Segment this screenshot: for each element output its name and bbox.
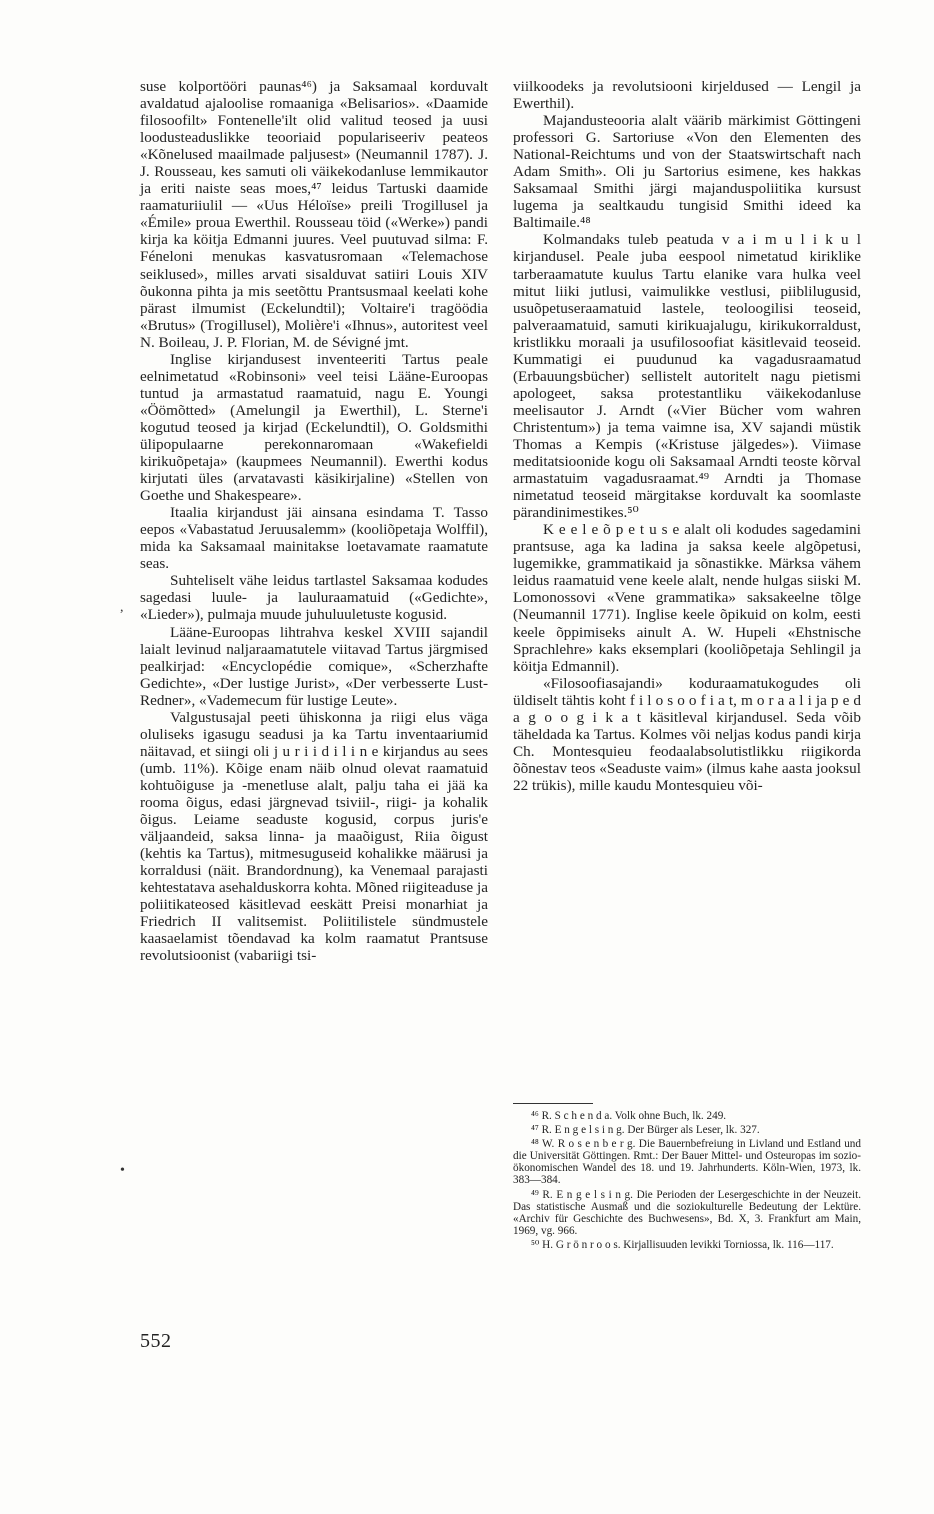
left-column: [140, 78, 488, 964]
paragraph: Inglise kirjandusest inventeeriti Tartus peale eelnimetatud «Robinsoni» veel teisi Lääne-Euroopas tuntud ja armastatud raamatuid, nagu E. Youngi «Öömõtted» (Amelungil ja Ewerthil), L. Sterne'i kogutud teosed ja kirjad (Eckelundtil), O. Goldsmithi ülipopulaarne perekonnaromaan «Wakefieldi kirikuõpetaja» (kaupmees Neumannil). Ewerthi kodus kirjutati üles (arvatavasti käsikirjaline) «Stellen von Goethe und Shakespeare».: [140, 350, 488, 505]
page-number: 552: [140, 1330, 172, 1352]
margin-mark: ,: [120, 600, 124, 615]
margin-mark: •: [120, 1163, 125, 1178]
paragraph: K e e l e õ p e t u s e alalt oli kodudes sagedamini prantsuse, aga ka ladina ja saksa keele algõpetusi, lugemikke, grammatikaid ja sõnastikke. Märksa vähem leidus raamatuid vene keele alalt, nende hulgas siiski M. Lomonossovi «Vene grammatika» saksakeelne tõlge (Neumannil 1771). Inglise keele õpikuid on kolm, eesti keele õppimiseks ainult A. W. Hupeli «Ehstnische Sprachlehre» kaks eksemplari (kooliõpetaja Sehlingil ja köitja Edmannil).: [513, 521, 861, 675]
footnote: ⁴⁶ R. S c h e n d a. Volk ohne Buch, lk. 249.: [531, 1110, 727, 1122]
paragraph: viilkoodeks ja revolutsiooni kirjeldused — Lengil ja Ewerthil).: [513, 78, 861, 113]
paragraph: Lääne-Euroopas lihtrahva keskel XVIII sajandil laialt levinud naljaraamatutele viitavad Tartus järgmised pealkirjad: «Encyclopédie comique», «Scherzhafte Gedichte», «Der lustige Jurist», «Der verbesserte Lust-Redner», «Vademecum für lustige Leute».: [140, 623, 488, 709]
paragraph: suse kolportööri paunas⁴⁶) ja Saksamaal korduvalt avaldatud ajaloolise romaaniga «Belisarios». «Daamide filosoofilt» Fontenelle'ilt olid valitud teosed ja uusi loodusteaduslikke teooriaid populariseeriv peateos «Kõnelused maailmade paljusest» (Neumannil 1787). J. J. Rousseau, kes samuti oli väikekodanluse lemmikautor ja eriti naiste seas moes,⁴⁷ leidus Tartuski daamide raamaturiiulil — «Uus Héloïse» preili Trogillusel ja «Émile» proua Ewerthil. Rousseau töid («Werke») pandi kirja ka köitja Edmanni juures. Veel puutuvad silma: F. Fénelοni menukas kasvatusromaan «Telemachose seiklused», milles arvati sisalduvat satiiri Louis XIV õukonna pihta ja mis seetõttu Prantsusmaal keelati kohe pärast ilmumist (Eckelundtil); Voltaire'i tragöödia «Brutus» (Trogillusel), Molière'i «Ihnus», autoritest veel N. Boileau, J. P. Florian, M. de Sévigné jmt.: [140, 78, 488, 351]
paragraph: Suhteliselt vähe leidus tartlastel Saksamaa kodudes sagedasi luule- ja lauluraamatuid («Gedichte», «Lieder»), pulmaja muude juhuluuletuste kogusid.: [140, 572, 488, 624]
paragraph: «Filosoofiasajandi» koduraamatukogudes oli üldiselt tähtis koht f i l o s o o f i a t, m o r a a l i ja p e d a g o o g i k a t käsitleval kirjandusel. Seda võib täheldada ka Tartus. Kolmes või neljas kodus pandi kirja Ch. Montesquieu feodaalabsolutistlikku riigikorda õõnestav teos «Seaduste vaim» (ilmus kahe aasta jooksul 22 trükis), mille kaudu Montesquieu või-: [513, 674, 861, 794]
footnote: ⁴⁸ W. R o s e n b e r g. Die Bauernbefreiung in Livland und Estland und die Universität Göttingen. Rmt.: Der Bauer Mittel- und Osteuropas im sozio-ökonomischen Wandel des 18. und 19. Jahrhunderts. Köln-Wien, 1973, lk. 383—384.: [513, 1138, 861, 1187]
footnote-separator: [513, 1103, 593, 1104]
paragraph: Majandusteooria alalt väärib märkimist Göttingeni professori G. Sartoriuse «Von den Elementen des National-Reichtums und von der Staatswirtschaft nach Adam Smith». Oli ju Sartorius esimene, kes hakkas Saksamaal Smithi järgi majanduspoliitika kursust lugema ja sealtkaudu tungisid Smithi ideed ka Baltimaile.⁴⁸: [513, 112, 861, 232]
right-column: [513, 78, 861, 794]
paragraph: Kolmandaks tuleb peatuda v a i m u l i k u l kirjandusel. Peale juba eespool nimetatud kiriklike tarberaamatute kuulus Tartu elanike vara hulka veel mitut liiki jutlusi, vaimulikke vestlusi, piiblilugusid, usuõpetuseraamatuid lastele, teoloogilisi teoseid, palveraamatuid, samuti kirikuajalugu, kirikukorraldust, kristlikku moraali ja usufilosoofiat käsitlevaid teoseid. Kummatigi ei puudunud ka vagadusraamatud (Erbauungsbücher) sellistelt autoritelt nagu pietismi apologeet, saksa protestantliku väikekodanluse meelisautor J. Arndt («Vier Bücher vom wahren Christentum») ja tema vaimne isa, XV sajandi müstik Thomas a Kempis («Kristuse jälgedes»). Viimase meditatsioonide kogu oli Saksamaal Arndti teoste kõrval armastatuim vagadusraamat.⁴⁹ Arndti ja Thomase nimetatud teoseid märgitakse korduvalt ka soomlaste pärandinimestikes.⁵⁰: [513, 231, 861, 522]
paragraph: Valgustusajal peeti ühiskonna ja riigi elus väga oluliseks igasugu seadusi ja ka Tartu inventaariumid näitavad, et siingi oli j u r i i d i l i n e kirjandus au sees (umb. 11%). Kõige enam näib olnud olevat raamatuid kohtuõiguse ja -menetluse alalt, palju taha ei jää ka rooma õigus, edasi järgnevad tsiviil-, riigi- ja kohalik õigus. Leiame seaduste kogusid, corpus juris'e väljaandeid, saksa linna- ja maaõigust, Riia õigust (kehtis ka Tartus), mitmesuguseid kohalikke määrusi ja korraldusi (näit. Brandordnung), ka Venemaal parajasti kehtestatava asehalduskorra kohta. Mõned riigiteaduse ja poliitikateosed käsitlevad eeskätt Preisi monarhiat ja Friedrich II valitsemist. Poliitilistele sündmustele kaasaelamist tõendavad ka kolm raamatut Prantsuse revolutsioonist (vabariigi tsi-: [140, 708, 488, 965]
footnotes: [513, 1110, 861, 1253]
footnote: ⁴⁷ R. E n g e l s i n g. Der Bürger als Leser, lk. 327.: [531, 1124, 760, 1137]
footnote: ⁵⁰ H. G r ö n r o o s. Kirjallisuuden levikki Torniossa, lk. 116—117.: [531, 1238, 834, 1251]
footnote: ⁴⁹ R. E n g e l s i n g. Die Perioden der Lesergeschichte in der Neuzeit. Das statistische Ausmaß und die soziokulturelle Bedeutung der Lektüre. «Archiv für Geschichte des Buchwesens», Bd. X, 3. Frankfurt am Main, 1969, vg. 966.: [513, 1188, 861, 1237]
paragraph: Itaalia kirjandust jäi ainsana esindama T. Tasso eepos «Vabastatud Jeruusalemm» (kooliõpetaja Wolffil), mida ka Saksamaal mainitakse loetavamate raamatute seas.: [140, 504, 488, 573]
